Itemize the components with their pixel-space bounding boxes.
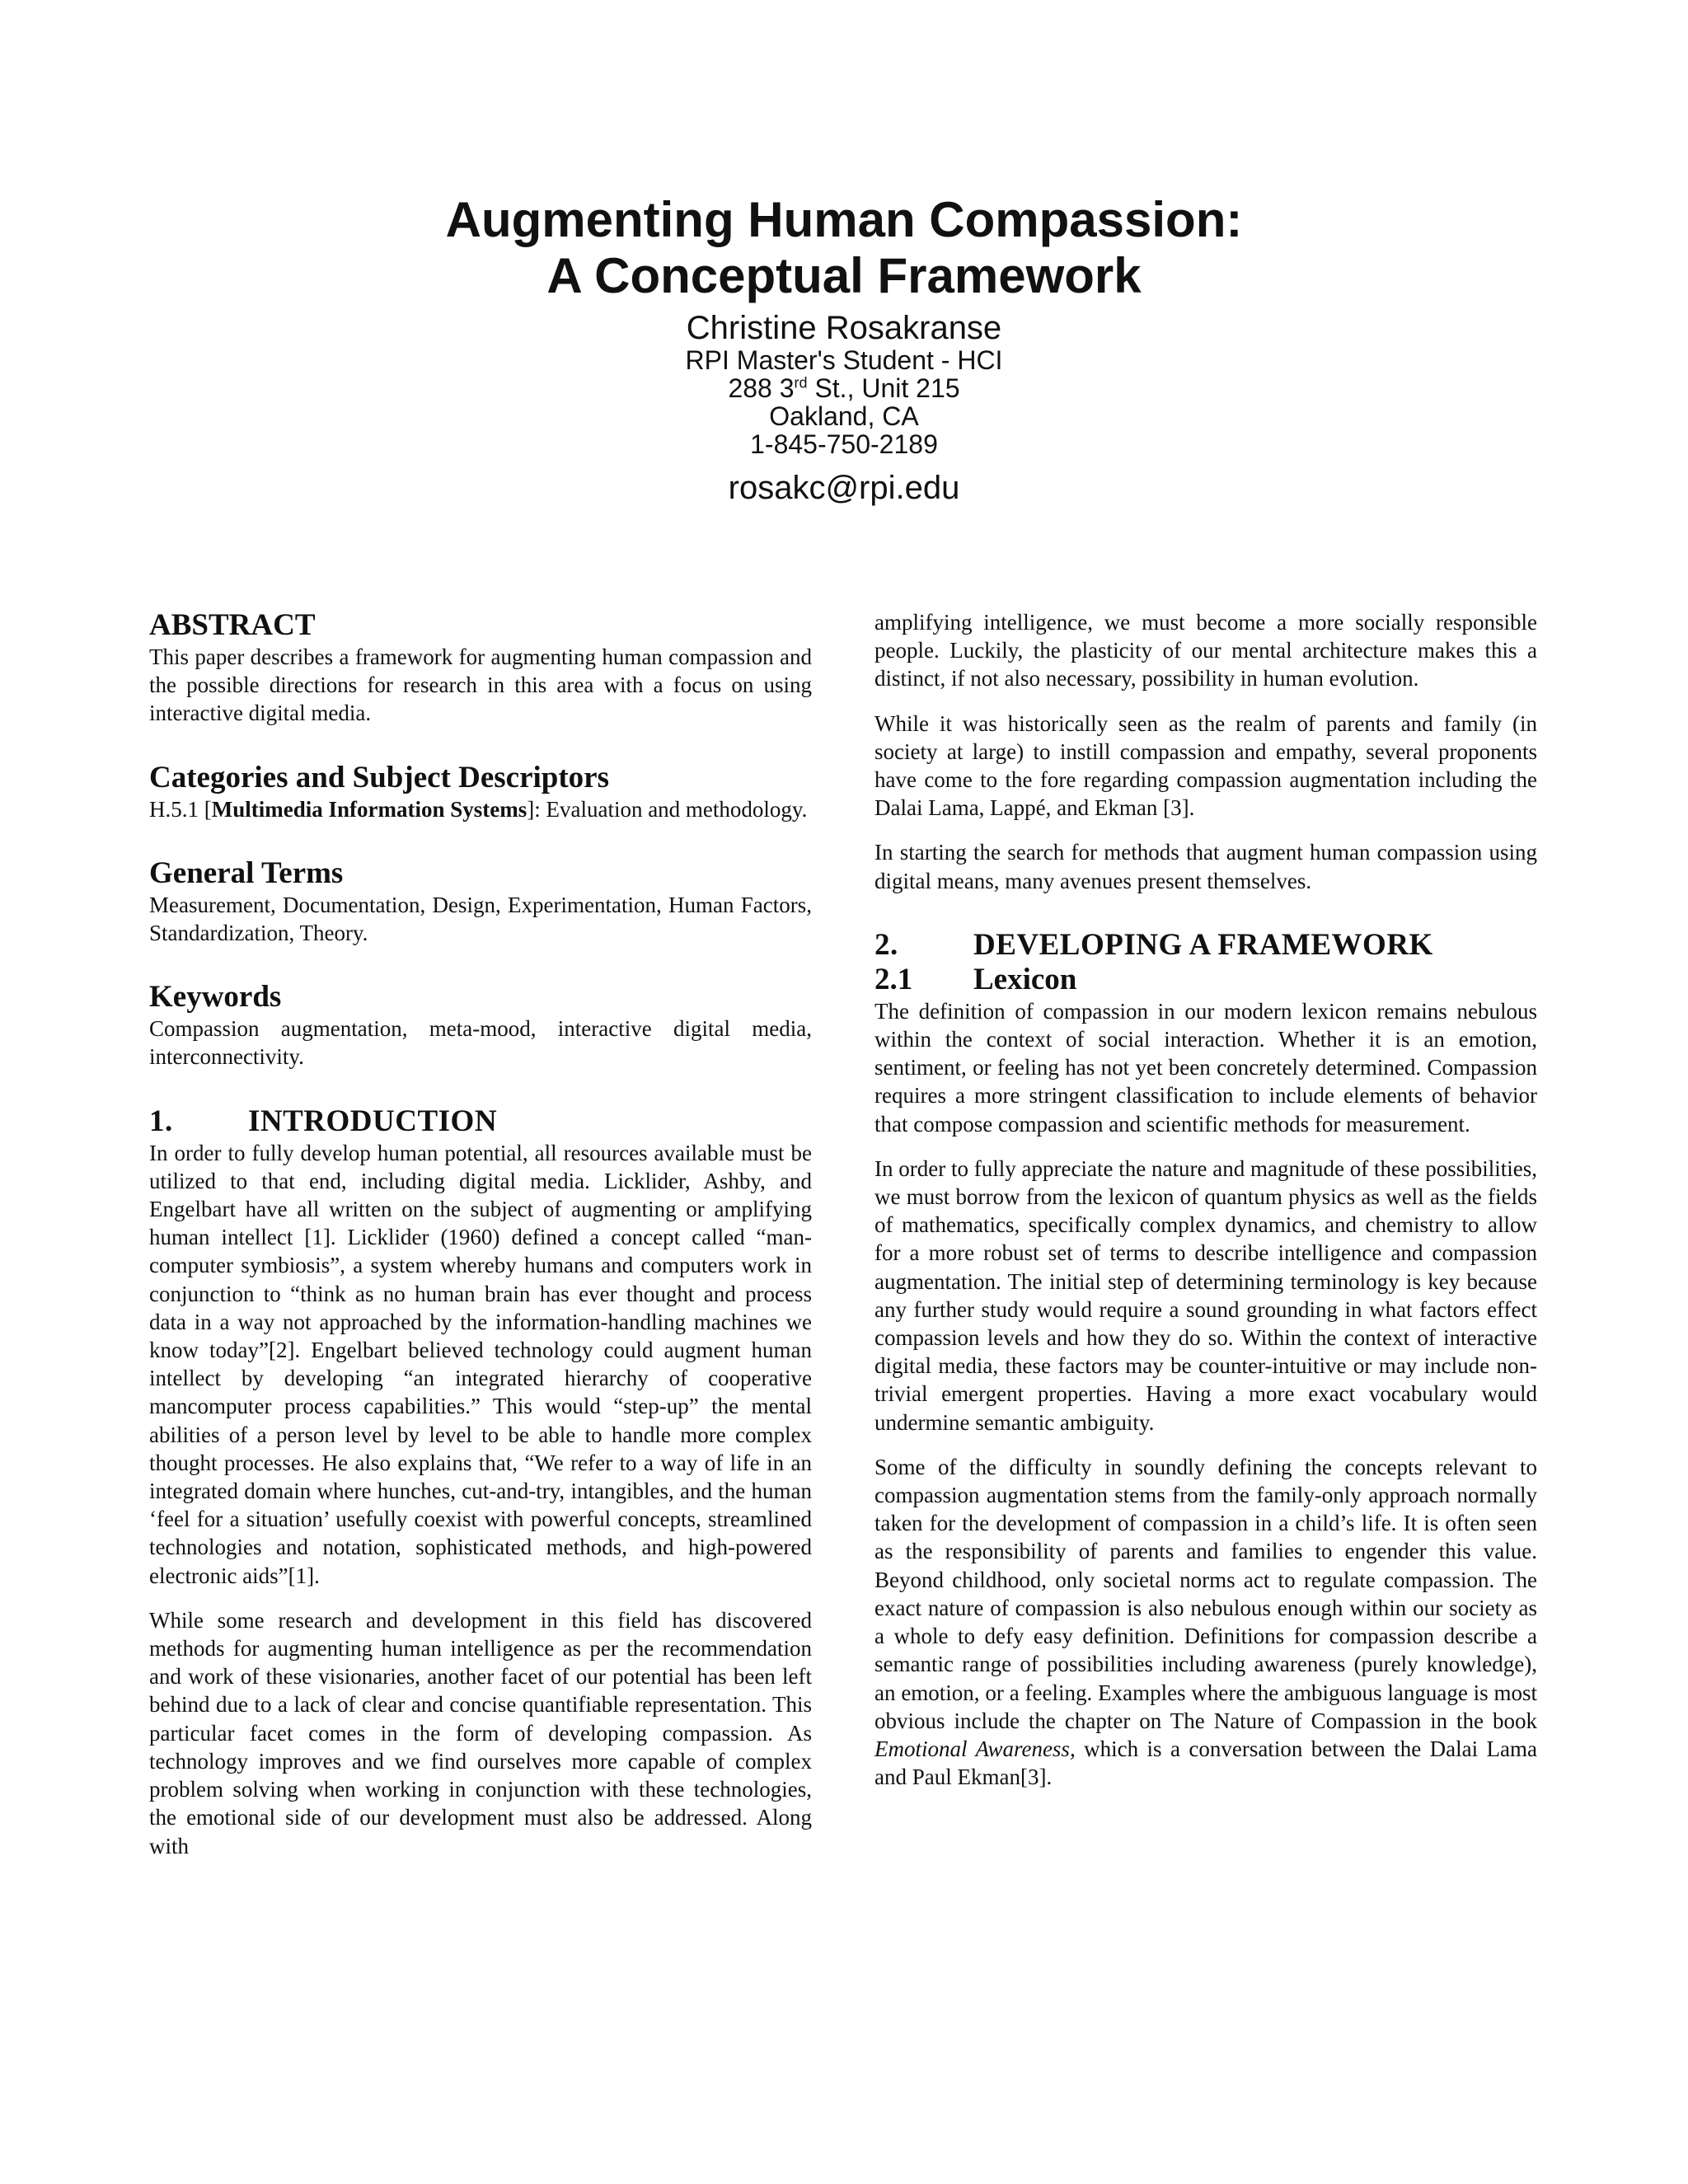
- left-column: [149, 608, 812, 1877]
- general-terms-heading: General Terms: [149, 855, 344, 890]
- right-column: [874, 608, 1537, 1807]
- lexicon-p3-end: which is a conversation between the Dalai Lama and Paul Ekman[3].: [874, 1736, 1537, 1790]
- section-2-number: 2.: [874, 927, 898, 962]
- address-superscript: rd: [794, 374, 808, 391]
- paper-title-line-2: A Conceptual Framework: [546, 248, 1142, 303]
- intro-paragraph-2: While some research and development in this field has discovered methods for augmenting human intelligence as per the recommendation and work of these visionaries, another facet of our potential has been left behind due to a lack of clear and concise quantifiable representation. This particular facet comes in the form of developing compassion. As technology improves and we find ourselves more capable of complex problem solving when working in conjunction with these technologies, the emotional side of our development must also be addressed. Along with: [149, 1607, 812, 1858]
- right-paragraph-3: In starting the search for methods that augment human compassion using digital means, many avenues present themselves.: [874, 840, 1537, 893]
- section-2-1-heading: [874, 963, 1537, 997]
- abstract-heading: ABSTRACT: [149, 608, 316, 642]
- lexicon-paragraph-1: The definition of compassion in our modern lexicon remains nebulous within the context of social interaction. Whether it is an emotion, sentiment, or feeling has not yet been concretely determined. Compassion requires a more stringent classification to include elements of behavior that compose compassion and scientific methods for measurement.: [874, 998, 1537, 1137]
- book-title: Emotional Awareness,: [874, 1736, 1076, 1761]
- section-2-1-title: Lexicon: [973, 962, 1077, 996]
- keywords-text: Compassion augmentation, meta-mood, interactive digital media, interconnectivity.: [149, 1016, 812, 1070]
- address-street: St., Unit 215: [807, 373, 960, 403]
- section-2-heading: [874, 928, 1537, 963]
- right-paragraph-2: While it was historically seen as the realm of parents and family (in society at large) to instill compassion and empathy, several proponents have come to the fore regarding compassion augmentation including the Dalai Lama, Lappé, and Ekman [3].: [874, 710, 1537, 821]
- abstract-text: This paper describes a framework for augmenting human compassion and the possible directions for research in this area with a focus on using interactive digital media.: [149, 644, 812, 726]
- right-paragraph-1: amplifying intelligence, we must become a more socially responsible people. Luckily, the plasticity of our mental architecture makes this a distinct, if not also necessary, possibility in human evolution.: [874, 610, 1537, 691]
- author-city: Oakland, CA: [769, 401, 919, 431]
- author-block: [0, 310, 1688, 506]
- categories-text: [149, 795, 812, 823]
- section-2-1-number: 2.1: [874, 962, 913, 996]
- author-address: [0, 374, 1688, 402]
- author-name: Christine Rosakranse: [686, 310, 1002, 346]
- lexicon-p3-text: Some of the difficulty in soundly defining the concepts relevant to compassion augmentation stems from the family-only approach normally taken for the development of compassion in a child’s life. It is often seen as the responsibility of parents and families to engender this value. Beyond childhood, only societal norms act to regulate compassion. The exact nature of compassion is also nebulous enough within our society as a whole to defy easy definition. Definitions for compassion describe a semantic range of possibilities including awareness (purely knowledge), an emotion, or a feeling. Examples where the ambiguous language is most obvious include the chapter on The Nature of Compassion in the book: [874, 1454, 1537, 1733]
- categories-rest: ]: Evaluation and methodology.: [527, 796, 808, 822]
- categories-heading: Categories and Subject Descriptors: [149, 760, 609, 794]
- paper-title-line-1: Augmenting Human Compassion:: [445, 192, 1243, 247]
- intro-paragraph-1: In order to fully develop human potential, all resources available must be utilized to that end, including digital media. Licklider, Ashby, and Engelbart have all written on the subject of augmenting or amplifying human intellect [1]. Licklider (1960) defined a concept called “man-computer symbiosis”, a system whereby humans and computers work in conjunction to “think as no human brain has ever thought and process data in a way not approached by the information-handling machines we know today”[2]. Engelbart believed technology could augment human intellect by developing “an integrated hierarchy of cooperative mancomputer process capabilities.” This would “step-up” the mental abilities of a person level by level to be able to handle more complex thought processes. He also explains that, “We refer to a way of life in an integrated domain where hunches, cut-and-try, intangibles, and the human ‘feel for a situation’ usefully coexist with powerful concepts, streamlined technologies and notation, sophisticated methods, and high-powered electronic aids”[1].: [149, 1140, 812, 1588]
- lexicon-paragraph-2: In order to fully appreciate the nature and magnitude of these possibilities, we must borrow from the lexicon of quantum physics as well as the fields of mathematics, specifically complex dynamics, and chemistry to allow for a more robust set of terms to describe intelligence and compassion augmentation. The initial step of determining terminology is key because any further study would require a sound grounding in what factors effect compassion levels and how they do so. Within the context of interactive digital media, these factors may be counter-intuitive or may include non-trivial emergent properties. Having a more exact vocabulary would undermine semantic ambiguity.: [874, 1155, 1537, 1435]
- categories-bold: Multimedia Information Systems: [211, 796, 528, 822]
- keywords-heading: Keywords: [149, 980, 282, 1015]
- general-terms-text: Measurement, Documentation, Design, Experimentation, Human Factors, Standardization, Theory.: [149, 892, 812, 946]
- categories-code: H.5.1 [: [149, 796, 212, 822]
- author-affiliation: RPI Master's Student - HCI: [685, 345, 1003, 375]
- address-number: 288 3: [728, 373, 795, 403]
- section-2-title: DEVELOPING A FRAMEWORK: [973, 927, 1433, 962]
- intro-number: 1.: [149, 1104, 173, 1138]
- lexicon-paragraph-3: [874, 1453, 1537, 1791]
- author-phone: 1-845-750-2189: [750, 429, 938, 459]
- author-email: rosakc@rpi.edu: [728, 470, 960, 506]
- intro-heading: [149, 1104, 812, 1139]
- intro-title: INTRODUCTION: [248, 1104, 498, 1138]
